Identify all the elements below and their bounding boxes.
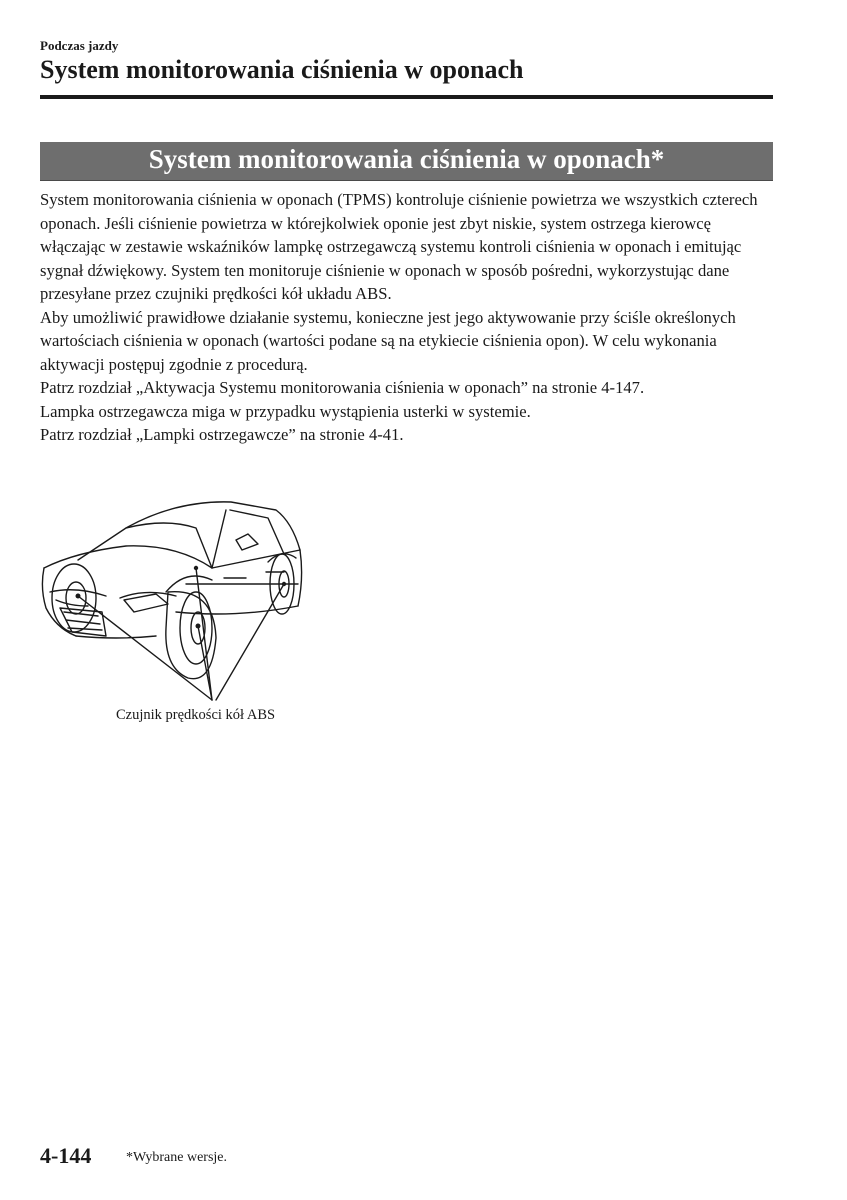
page-number: 4-144	[40, 1143, 92, 1168]
body-text	[40, 188, 780, 447]
car-illustration	[36, 488, 306, 706]
paragraph-intro: System monitorowania ciśnienia w oponach (TPMS) kontroluje ciśnienie powietrza we wszystkich czterech oponach. Jeśli ciśnienie powietrza w którejkolwiek oponie jest zbyt niskie, system ostrzega kierowcę włączając w zestawie wskaźników lampkę ostrzegawczą systemu kontroli ciśnienia w oponach i emitując sygnał dźwiękowy. System ten monitoruje ciśnienie w oponach w sposób pośredni, wykorzystując dane przesyłane przez czujniki prędkości kół układu ABS.	[40, 190, 758, 303]
title-divider	[40, 95, 773, 99]
section-label: Podczas jazdy	[40, 38, 119, 53]
paragraph-activation: Aby umożliwić prawidłowe działanie systemu, konieczne jest jego aktywowanie przy ściśle określonych wartościach ciśnienia w oponach (wartości podane są na etykiecie ciśnienia opon). W celu wykonania aktywacji postępuj zgodnie z procedurą.	[40, 307, 736, 374]
footnote: *Wybrane wersje.	[126, 1150, 228, 1165]
page-title: System monitorowania ciśnienia w oponach	[40, 55, 524, 84]
figure-caption: Czujnik prędkości kół ABS	[116, 707, 276, 723]
paragraph-ref-warning-lights: Patrz rozdział „Lampki ostrzegawcze” na stronie 4-41.	[40, 425, 404, 444]
paragraph-warning-light: Lampka ostrzegawcza miga w przypadku wystąpienia usterki w systemie.	[40, 401, 531, 421]
banner-title: System monitorowania ciśnienia w oponach*	[148, 144, 665, 174]
paragraph-ref-activation: Patrz rozdział „Aktywacja Systemu monitorowania ciśnienia w oponach” na stronie 4-147.	[40, 378, 645, 397]
section-banner	[40, 142, 773, 181]
